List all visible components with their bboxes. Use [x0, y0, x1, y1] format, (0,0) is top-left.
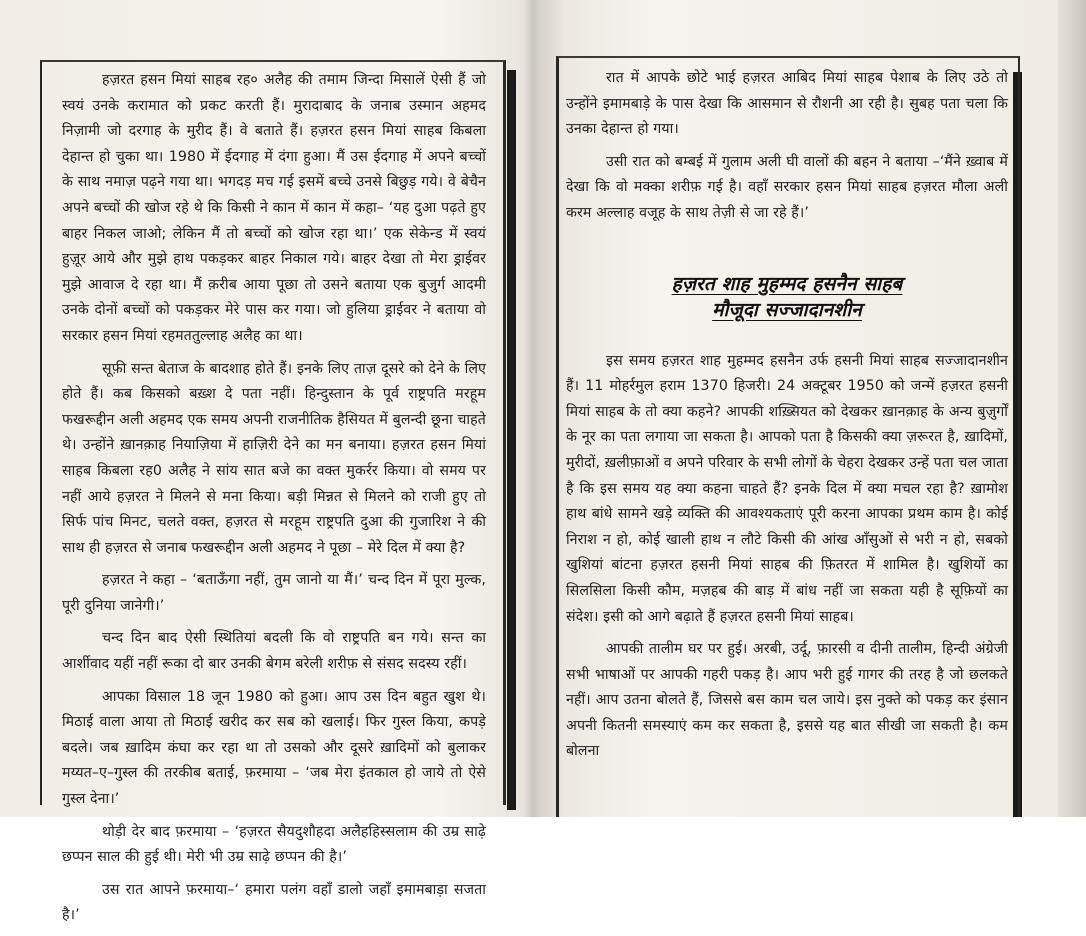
left-page [40, 60, 506, 924]
heading-line-2: मौजूदा सज्जादानशीन [712, 298, 862, 321]
paragraph: आपका विसाल 18 जून 1980 को हुआ। आप उस दिन बहुत खुश थे। मिठाई वाला आया तो मिठाई खरीद कर सब को खलाई। फिर गुस्ल किया, कपड़े बदले। जब ख़ादिम कंघा कर रहा था तो उसको और दूसरे ख़ादिमों को बुलाकर मय्यत–ए–गुस्ल की तरकीब बताई, फ़रमाया – ‘जब मेरा इंतकाल हो जाये तो ऐसे गुस्ल देना।’ [62, 688, 486, 808]
paragraph: उसी रात को बम्बई में गुलाम अली घी वालों की बहन ने बताया –‘मैंने ख़्वाब में देखा कि वो मक्का शरीफ़ गई है। वहाँ सरकार हसन मियां साहब हज़रत मौला अली करम अल्लाह वजूह के साथ तेज़ी से जा रहे हैं।’ [566, 153, 1008, 221]
paragraph: इस समय हज़रत शाह मुहम्मद हसनैन उर्फ हसनी मियां साहब सज्जादानशीन हैं। 11 मोहर्रमुल हराम 1370 हिजरी। 24 अक्टूबर 1950 को जन्में हज़रत हसनी मियां साहब के तो क्या कहने? आपकी शख़्सियत को देखकर ख़ानक़ाह के अन्य बुज़ुर्गों के नूर का पता लगाया जा सकता है। आपको पता है किसकी क्या ज़रूरत है, ख़ादिमों, मुरीदों, ख़लीफ़ाओं व अपने परिवार के सभी लोगों के चेहरा देखकर उन्हें पता चल जाता है कि इस समय यह क्या कहना चाहते हैं? इनके दिल में क्या मचल रहा है? ख़ामोश हाथ बांधे सामने खड़े व्यक्ति की आवश्यकताएं पूरी करना आपका प्रथम काम है। कोई निराश न हो, कोई खाली हाथ न लौटे किसी की आंख आँसुओं से भरी न हो, सबको खुशियां बांटना हज़रत हसनी मियां साहब की फ़ितरत में शामिल है। खुशियों का सिलसिला किसी कौम, मज़हब की बाड़ में बांध नहीं जा सकता यही है सूफ़ियों का संदेश। इसी को आगे बढ़ाते हैं हज़रत हसनी मियां साहब। [566, 352, 1008, 625]
paragraph: आपकी तालीम घर पर हुई। अरबी, उर्दू, फ़ारसी व दीनी तालीम, हिन्दी अंग्रेजी सभी भाषाओं पर आपकी गहरी पकड़ है। आप भरी हुई गागर की तरह है जो छलकते नहीं। आप उतना बोलते हैं, जिससे बस काम चल जाये। इस नुक्ते को पकड़ कर इंसान अपनी कितनी समस्याएं कम कर सकता है, इससे यह बात सीखी जा सकती है। कम बोलना [566, 641, 1008, 760]
left-page-text [62, 68, 486, 936]
paragraph: हज़रत हसन मियां साहब रह० अलैह की तमाम जिन्दा मिसालें ऐसी हैं जो स्वयं उनके करामात को प्रकट करती हैं। मुरादाबाद के जनाब उस्मान अहमद निज़ामी जो दरगाह के मुरीद हैं। वे बताते हैं। हज़रत हसन मियां साहब किबला देहान्त हो चुका था। 1980 में ईदगाह में दंगा हुआ। मैं उस ईदगाह में अपने बच्चों के साथ नमाज़ पढ़ने गया था। भगदड़ मच गई इसमें बच्चे उनसे बिछुड़ गये। वे बेचैन अपने बच्चों की खोज रहे थे कि किसी ने कान में कान में कहा– ‘यह दुआ पढ़ते हुए बाहर निकल जाओ; लेकिन मैं तो बच्चों को खोज रहा था।’ एक सेकेन्ड में स्वयं हुज़ूर आये और मुझे हाथ पकड़कर बाहर निकाल गये। बाहर देखा तो मेरा ड्राईवर मुझे आवाज दे रहा था। मैं क़रीब आया पूछा तो उसने बताया एक बुजुर्ग आदमी उनके दोनों बच्चों को पकड़कर मेरे पास कर गया। जो हुलिया ड्राईवर ने बताया वो सरकार हसन मियां रहमततुल्लाह अलैह का था। [62, 72, 486, 344]
page-edge [1058, 0, 1086, 817]
section-heading [566, 271, 1008, 323]
paragraph: चन्द दिन बाद ऐसी स्थितियां बदली कि वो राष्ट्रपति बन गये। सन्त का आर्शीवाद यहीं नहीं रूका दो बार उनकी बेगम बरेली शरीफ़ से संसद सदस्य रहीं। [62, 630, 486, 673]
paragraph: थोड़ी देर बाद फ़रमाया – ‘हज़रत सैयदुशौहदा अलैहहिस्सलाम की उम्र साढ़े छप्पन साल की हुई थी। मेरी भी उम्र साढ़े छप्पन की है।’ [62, 823, 486, 866]
heading-line-1: हज़रत शाह मुहम्मद हसनैन साहब [671, 272, 903, 295]
paragraph: सूफ़ी सन्त बेताज के बादशाह होते हैं। इनके लिए ताज़ दूसरे को देने के लिए होते हैं। कब किसको बख़्श दे पता नहीं। हिन्दुस्तान के पूर्व राष्ट्रपति मरहूम फखरूद्दीन अली अहमद एक समय अपनी राजनीतिक हैसियत में बुलन्दी छूना चाहते थे। उन्होंने ख़ानक़ाह नियाज़िया में हाज़िरी देने का मन बनाया। हज़रत हसन मियां साहब किबला रह0 अलैह ने सांय सात बजे का वक्त मुकर्रर किया। वो समय पर नहीं आये हज़रत ने मिलने से मना किया। बड़ी मिन्नत से मिलने को राजी हुए तो सिर्फ पांच मिनट, चलते वक्त, हज़रत से मरहूम राष्ट्रपति दुआ की गुजारिश ने की साथ ही हज़रत से जनाब फखरूद्दीन अली अहमद ने पूछा – मेरे दिल में क्या है? [62, 360, 486, 556]
booklet-spine [524, 0, 542, 817]
right-page [556, 56, 1020, 817]
paragraph: उस रात आपने फ़रमाया–‘ हमारा पलंग वहाँ डालो जहाँ इमामबाड़ा सजता है।’ [62, 881, 486, 924]
paragraph: हज़रत ने कहा – ‘बताऊँगा नहीं, तुम जानो या मैं।’ चन्द दिन में पूरा मुल्क, पूरी दुनिया जानेगी।’ [62, 572, 486, 614]
paragraph: रात में आपके छोटे भाई हज़रत आबिद मियां साहब पेशाब के लिए उठे तो उन्होंने इमामबाड़े के पास देखा कि आसमान से रौशनी आ रही है। सुबह पता चला कि उनका देहान्त हो गया। [566, 70, 1008, 138]
left-frame-shadow [507, 70, 516, 810]
right-page-text [566, 66, 1008, 772]
